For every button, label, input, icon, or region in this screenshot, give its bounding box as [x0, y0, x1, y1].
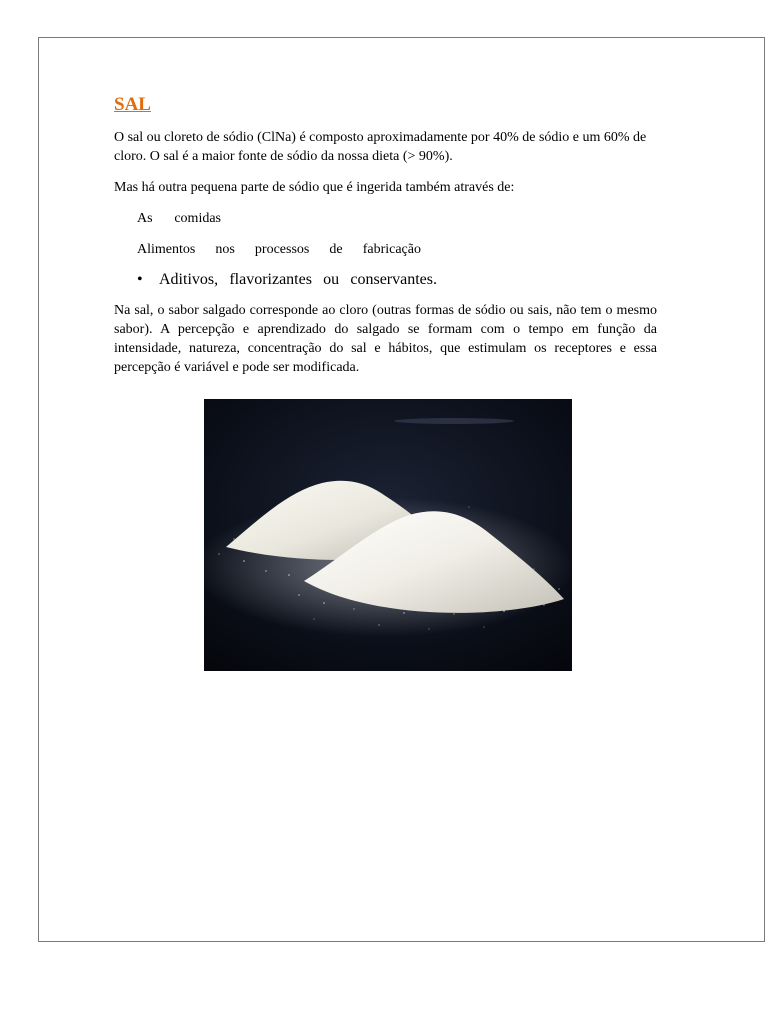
list-word: Alimentos [137, 242, 196, 257]
list-item-comidas [137, 209, 221, 228]
list-word: processos [254, 242, 310, 257]
list-word: flavorizantes [229, 271, 312, 288]
document-page [38, 37, 765, 942]
salt-piles-photo [204, 399, 572, 671]
list-word: Aditivos, [159, 271, 219, 288]
list-word: comidas [174, 211, 221, 226]
paragraph-salty-taste: Na sal, o sabor salgado corresponde ao cloro (outras formas de sódio ou sais, não tem o mesmo sabor). A percepção e aprendizado do salgado se formam com o tempo em função da intensidade, natureza, concentração do sal e hábitos, que estimulam os receptores e essa percepção é variável e pode ser modificada. [114, 303, 657, 375]
paragraph-salt-composition: O sal ou cloreto de sódio (ClNa) é composto aproximadamente por 40% de sódio e um 60% de cloro. O sal é a maior fonte de sódio da nossa dieta (> 90%). [114, 130, 647, 164]
list-word: fabricação [362, 242, 421, 257]
list-word: de [329, 242, 343, 257]
list-word: As [137, 211, 153, 226]
list-word: conservantes. [350, 271, 437, 288]
list-item-alimentos [137, 240, 421, 259]
list-item-words [159, 271, 437, 289]
list-word: nos [215, 242, 235, 257]
paragraph-other-sodium-sources: Mas há outra pequena parte de sódio que é ingerida também através de: [114, 180, 515, 195]
document-body [114, 93, 657, 389]
list-word: ou [323, 271, 340, 288]
list-item-aditivos [137, 271, 437, 289]
bullet-icon: • [137, 271, 143, 288]
document-title: SAL [114, 94, 151, 115]
